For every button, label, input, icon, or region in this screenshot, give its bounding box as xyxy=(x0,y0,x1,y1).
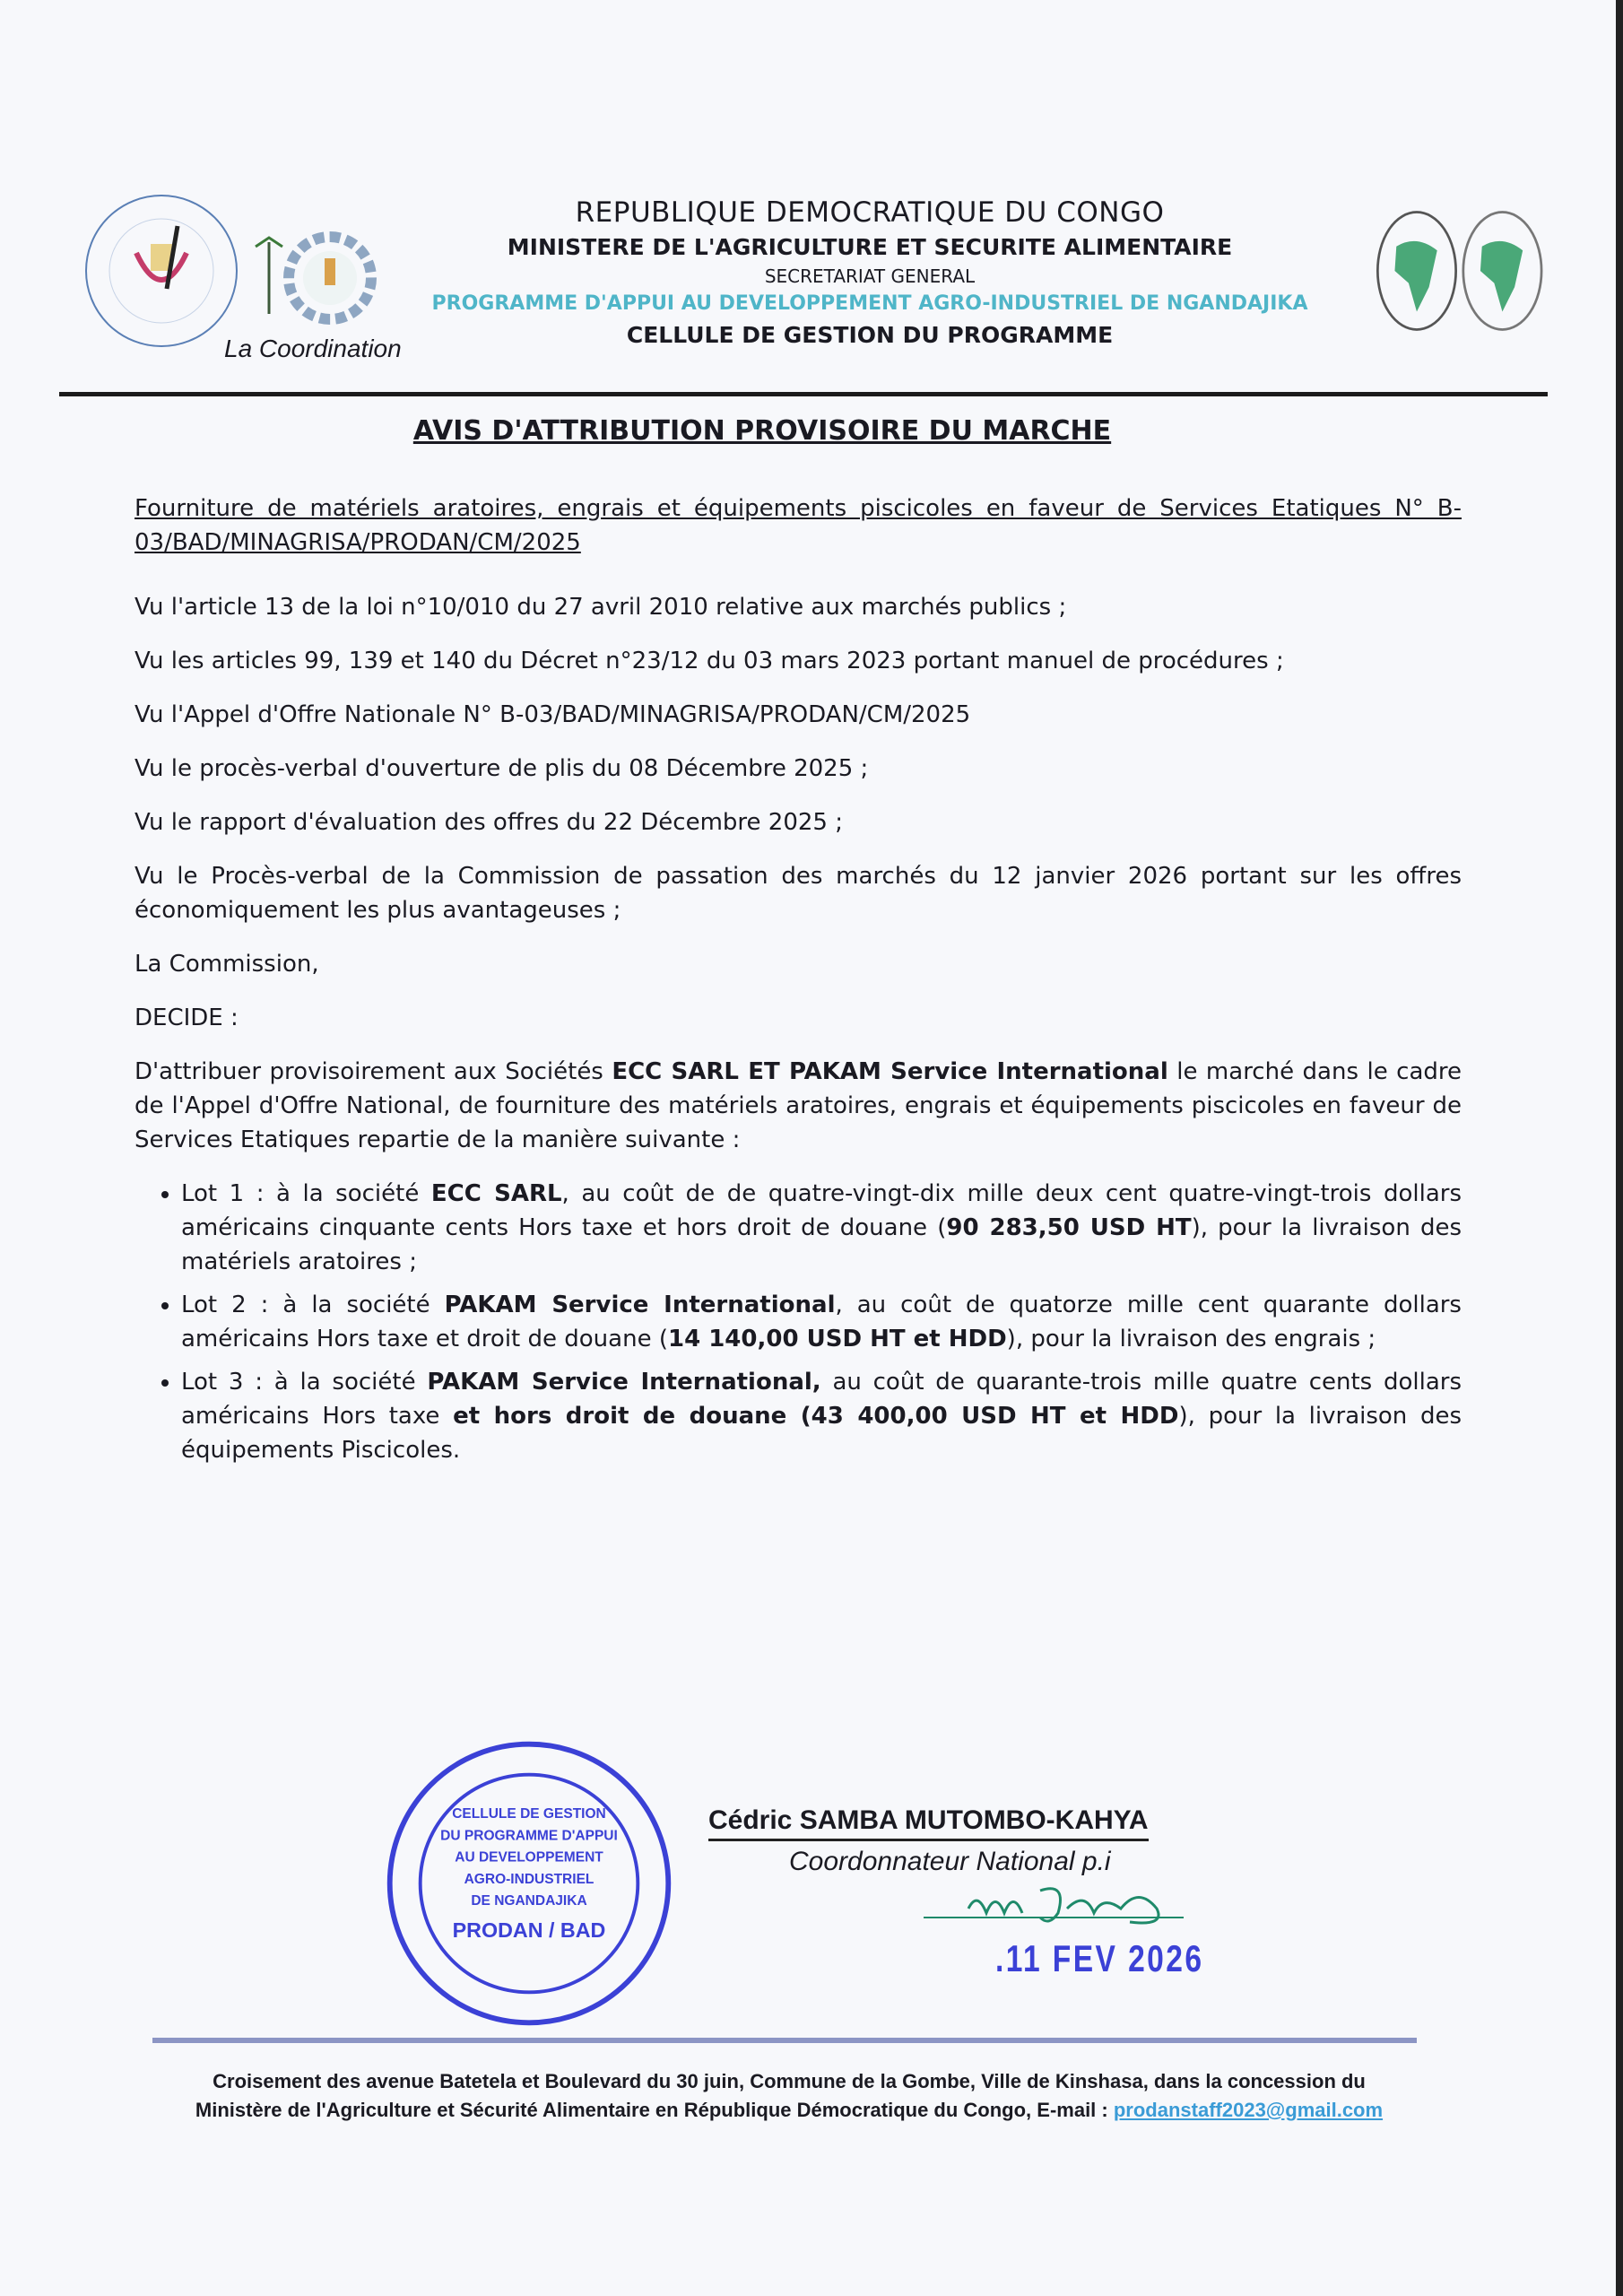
consideration-2: Vu les articles 99, 139 et 140 du Décret n°23/12 du 03 mars 2023 portant manuel de procédures ; xyxy=(135,648,1284,674)
lot-text: au coût de quarante-trois mille quatre cents dollars américains Hors taxe xyxy=(181,1369,1462,1430)
commission-label: La Commission, xyxy=(135,951,319,978)
svg-text:DE NGANDAJIKA: DE NGANDAJIKA xyxy=(471,1893,587,1909)
signatory-name: Cédric SAMBA MUTOMBO-KAHYA xyxy=(708,1805,1149,1841)
footer-divider xyxy=(152,2038,1417,2043)
consideration-3: Vu l'Appel d'Offre Nationale N° B-03/BAD/MINAGRISA/PRODAN/CM/2025 xyxy=(135,701,971,728)
consideration-6: Vu le Procès-verbal de la Commission de passation des marchés du 12 janvier 2026 portant sur les offres économiquement les plus avantageuses ; xyxy=(135,863,1462,924)
lot-company: ECC SARL xyxy=(430,1180,562,1207)
lot-item xyxy=(181,1365,1462,1467)
svg-text:AU DEVELOPPEMENT: AU DEVELOPPEMENT xyxy=(455,1849,603,1866)
decision-pre: D'attribuer provisoirement aux Sociétés xyxy=(135,1058,612,1085)
svg-text:DU PROGRAMME D'APPUI: DU PROGRAMME D'APPUI xyxy=(440,1828,618,1844)
signatory-role: Coordonnateur National p.i xyxy=(789,1847,1111,1876)
header-country: REPUBLIQUE DEMOCRATIQUE DU CONGO xyxy=(575,196,1165,229)
lot-tail: ), pour la livraison des matériels aratoires ; xyxy=(181,1214,1462,1275)
footer-line-1: Croisement des avenue Batetela et Boulevard du 30 juin, Commune de la Gombe, Ville de Kinshasa, dans la concession du xyxy=(213,2070,1366,2092)
header-secretariat: SECRETARIAT GENERAL xyxy=(764,265,976,287)
lot-lead: Lot 1 : à la société xyxy=(181,1180,431,1207)
afdb-logo xyxy=(1372,199,1551,343)
lot-text: , au coût de de quatre-vingt-dix mille deux cent quatre-vingt-trois dollars américains cinquante cents Hors taxe et hors droit de douane ( xyxy=(181,1180,1462,1241)
svg-text:CELLULE DE GESTION: CELLULE DE GESTION xyxy=(452,1806,606,1822)
lot-item xyxy=(181,1177,1462,1279)
handwritten-signature xyxy=(915,1882,1211,1935)
footer-address xyxy=(81,2067,1497,2125)
svg-text:PRODAN / BAD: PRODAN / BAD xyxy=(452,1918,606,1943)
footer-email-link[interactable]: prodanstaff2023@gmail.com xyxy=(1113,2099,1384,2121)
header-cell: CELLULE DE GESTION DU PROGRAMME xyxy=(626,322,1114,348)
drc-government-seal xyxy=(81,190,242,352)
official-stamp xyxy=(377,1735,681,2031)
subject: Fourniture de matériels aratoires, engrais et équipements piscicoles en faveur de Services Etatiques N° B-03/BAD/MINAGRISA/PRODAN/CM/2025 xyxy=(135,495,1462,556)
lot-tail: ), pour la livraison des engrais ; xyxy=(1006,1326,1376,1352)
footer-line-2 xyxy=(81,2096,1497,2125)
header-ministry: MINISTERE DE L'AGRICULTURE ET SECURITE ALIMENTAIRE xyxy=(507,234,1233,260)
date-stamp: .11 FEV 2026 xyxy=(995,1937,1204,1979)
lot-lead: Lot 2 : à la société xyxy=(181,1292,445,1318)
document-title: AVIS D'ATTRIBUTION PROVISOIRE DU MARCHE xyxy=(412,415,1112,447)
lot-company: PAKAM Service International xyxy=(444,1292,836,1318)
prodan-logo xyxy=(251,224,386,327)
consideration-1: Vu l'article 13 de la loi n°10/010 du 27 avril 2010 relative aux marchés publics ; xyxy=(135,594,1067,621)
coordination-label: La Coordination xyxy=(224,335,402,362)
svg-text:AGRO-INDUSTRIEL: AGRO-INDUSTRIEL xyxy=(464,1872,595,1887)
document-body xyxy=(135,491,1462,1487)
consideration-4: Vu le procès-verbal d'ouverture de plis du 08 Décembre 2025 ; xyxy=(135,755,869,782)
decision-companies: ECC SARL ET PAKAM Service International xyxy=(612,1058,1168,1085)
lots-list xyxy=(135,1177,1462,1467)
footer-line-2-text: Ministère de l'Agriculture et Sécurité Alimentaire en République Démocratique du Congo, E-mail : xyxy=(195,2099,1114,2121)
lot-lead: Lot 3 : à la société xyxy=(181,1369,428,1396)
lot-text: , au coût de quatorze mille cent quarante dollars américains Hors taxe et droit de douane ( xyxy=(181,1292,1462,1352)
lot-item xyxy=(181,1288,1462,1356)
lot-amount: 14 140,00 USD HT et HDD xyxy=(667,1326,1007,1352)
lot-tail: ), pour la livraison des équipements Piscicoles. xyxy=(181,1403,1462,1464)
decision-post: le marché dans le cadre de l'Appel d'Offre National, de fourniture des matériels aratoires, engrais et équipements piscicoles en faveur de Services Etatiques repartie de la manière suivante : xyxy=(135,1058,1462,1153)
lot-company: PAKAM Service International, xyxy=(427,1369,821,1396)
header-divider xyxy=(59,392,1548,396)
lot-amount: et hors droit de douane (43 400,00 USD HT et HDD xyxy=(453,1403,1179,1430)
scan-edge xyxy=(1616,0,1623,2296)
decision-paragraph xyxy=(135,1055,1462,1157)
decide-label: DECIDE : xyxy=(135,1004,239,1031)
lot-amount: 90 283,50 USD HT xyxy=(946,1214,1192,1241)
header-programme: PROGRAMME D'APPUI AU DEVELOPPEMENT AGRO-INDUSTRIEL DE NGANDAJIKA xyxy=(431,292,1308,315)
consideration-5: Vu le rapport d'évaluation des offres du 22 Décembre 2025 ; xyxy=(135,809,843,836)
